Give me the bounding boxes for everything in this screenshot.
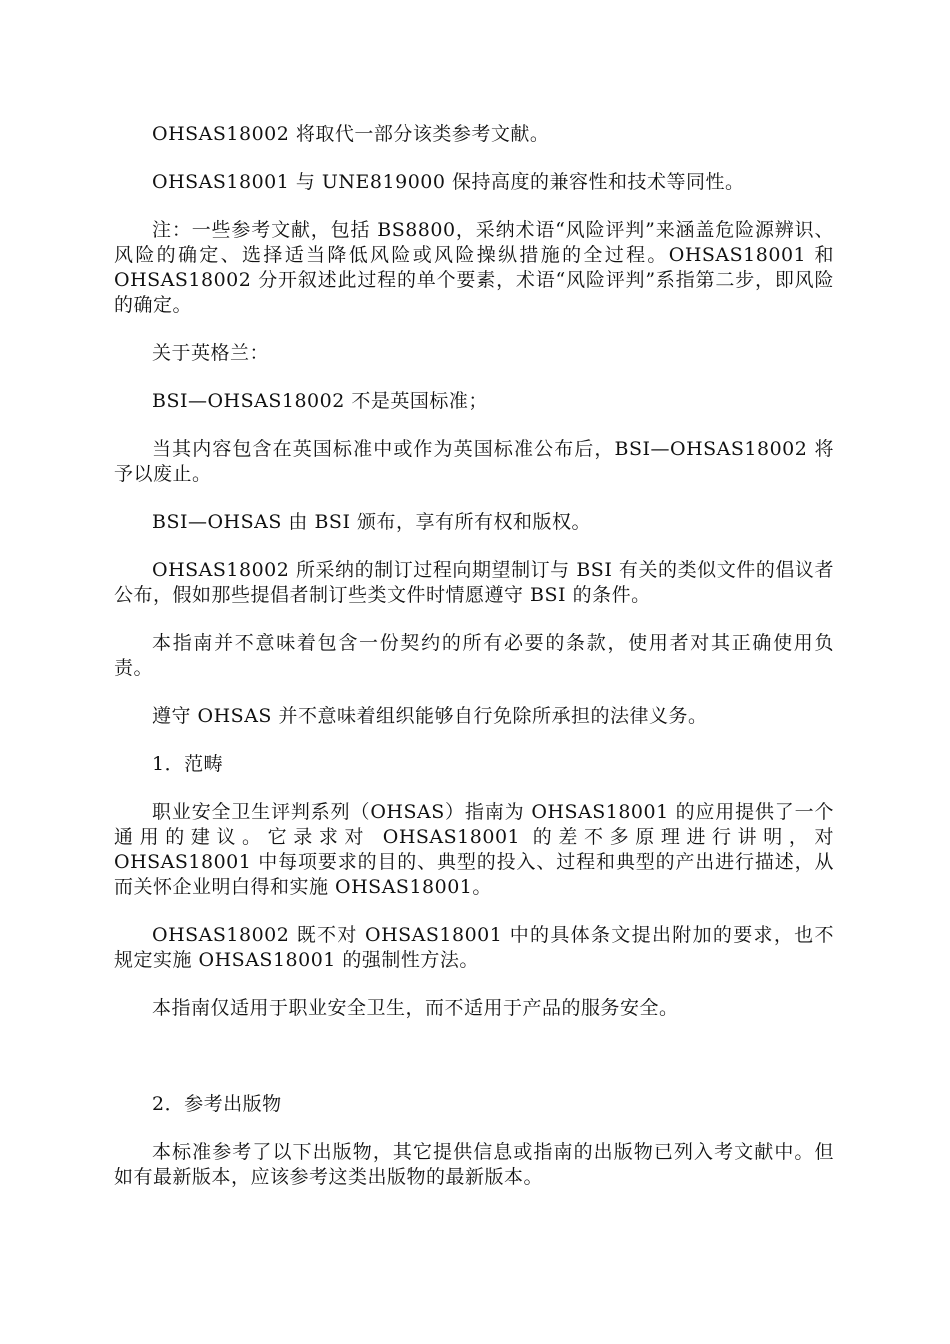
- paragraph: OHSAS18001 与 UNE819000 保持高度的兼容性和技术等同性。: [152, 171, 745, 193]
- section-heading-references: 2．参考出版物: [152, 1093, 282, 1115]
- blank-space: [114, 1044, 834, 1092]
- paragraph: OHSAS18002 所采纳的制订过程向期望制订与 BSI 有关的类似文件的倡议者公布，假如那些提倡者制订些类文件时情愿遵守 BSI 的条件。: [114, 559, 834, 606]
- paragraph: 关于英格兰：: [152, 342, 270, 364]
- paragraph: 本指南并不意味着包含一份契约的所有必要的条款，使用者对其正确使用负责。: [114, 632, 834, 679]
- paragraph: 本标准参考了以下出版物，其它提供信息或指南的出版物已列入考文献中。但如有最新版本，应该参考这类出版物的最新版本。: [114, 1141, 834, 1188]
- paragraph: BSI—OHSAS18002 不是英国标准；: [152, 390, 488, 412]
- section-heading-scope: 1．范畴: [152, 753, 224, 775]
- paragraph: BSI—OHSAS 由 BSI 颁布，享有所有权和版权。: [152, 511, 591, 533]
- paragraph: 当其内容包含在英国标准中或作为英国标准公布后，BSI—OHSAS18002 将予以废止。: [114, 438, 834, 485]
- paragraph: OHSAS18002 将取代一部分该类参考文献。: [152, 123, 550, 145]
- paragraph: 职业安全卫生评判系列（OHSAS）指南为 OHSAS18001 的应用提供了一个通用的建议。它录求对 OHSAS18001 的差不多原理进行讲明，对 OHSAS18001 中每项要求的目的、典型的投入、过程和典型的产出进行描述，从而关怀企业明白得和实施 OHSAS18001。: [114, 801, 834, 898]
- note-paragraph: 注：一些参考文献，包括 BS8800，采纳术语“风险评判”来涵盖危险源辨识、风险的确定、选择适当降低风险或风险操纵措施的全过程。OHSAS18001 和 OHSAS18002 分开叙述此过程的单个要素，术语“风险评判”系指第二步，即风险的确定。: [114, 219, 834, 316]
- document-body: [114, 122, 834, 1213]
- paragraph: OHSAS18002 既不对 OHSAS18001 中的具体条文提出附加的要求，也不规定实施 OHSAS18001 的强制性方法。: [114, 924, 834, 971]
- paragraph: 遵守 OHSAS 并不意味着组织能够自行免除所承担的法律义务。: [152, 705, 708, 727]
- paragraph: 本指南仅适用于职业安全卫生，而不适用于产品的服务安全。: [152, 997, 679, 1019]
